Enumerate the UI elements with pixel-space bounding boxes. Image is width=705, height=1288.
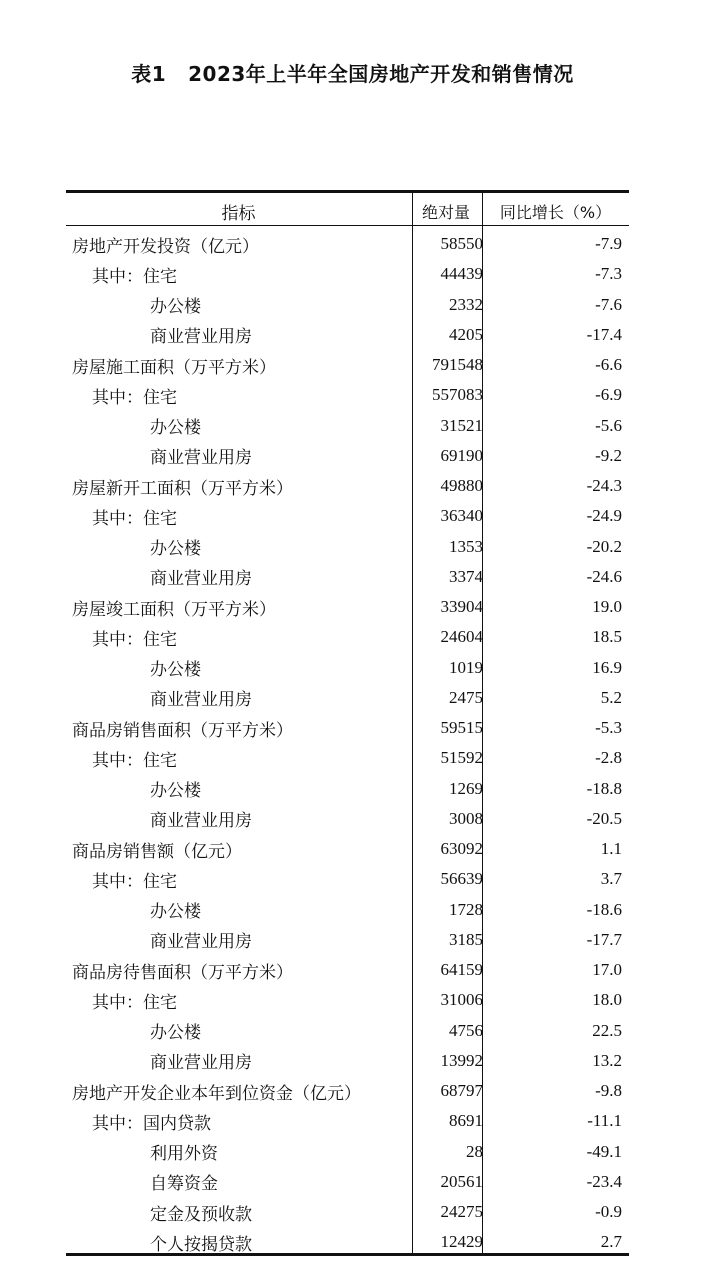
row-indicator <box>66 713 411 743</box>
absolute-value: 28 <box>466 1141 483 1161</box>
yoy-growth: -9.2 <box>595 445 622 465</box>
header-absolute: 绝对量 <box>421 202 470 222</box>
table-row <box>66 350 629 380</box>
indicator-label: 房屋施工面积（万平方米） <box>72 357 276 378</box>
indicator-label: 其中：国内贷款 <box>92 1113 211 1134</box>
yoy-growth: -17.7 <box>586 929 622 949</box>
absolute-value: 3008 <box>449 808 483 828</box>
table-number: 表1 <box>131 62 167 86</box>
indicator-label: 商品房待售面积（万平方米） <box>72 962 293 983</box>
yoy-growth: -24.6 <box>586 566 622 586</box>
yoy-growth: 3.7 <box>600 869 622 889</box>
absolute-value: 31006 <box>440 990 483 1010</box>
row-indicator <box>66 622 411 652</box>
yoy-growth: 1.1 <box>600 839 622 859</box>
indicator-label: 商业营业用房 <box>150 327 252 348</box>
indicator-label: 商品房销售额（亿元） <box>72 841 242 862</box>
row-indicator <box>66 1137 411 1167</box>
indicator-label: 办公楼 <box>150 902 201 923</box>
absolute-value: 59515 <box>440 718 483 738</box>
yoy-growth: -7.6 <box>595 294 622 314</box>
header-indicator: 指标 <box>221 203 256 224</box>
yoy-growth: -23.4 <box>586 1171 622 1191</box>
yoy-growth: -18.6 <box>586 899 622 919</box>
row-indicator <box>66 471 411 501</box>
absolute-value: 3374 <box>449 566 483 586</box>
indicator-label: 定金及预收款 <box>150 1204 252 1225</box>
table-row <box>66 985 629 1015</box>
row-indicator <box>66 259 411 289</box>
table-header-row <box>66 197 629 226</box>
absolute-value: 1728 <box>449 899 483 919</box>
yoy-growth: 18.5 <box>592 627 622 647</box>
yoy-growth: -24.9 <box>586 506 622 526</box>
absolute-value: 2332 <box>449 294 483 314</box>
yoy-growth: -5.3 <box>595 718 622 738</box>
yoy-growth: -5.6 <box>595 415 622 435</box>
row-indicator <box>66 743 411 773</box>
table-title <box>0 58 705 87</box>
yoy-growth: -49.1 <box>586 1141 622 1161</box>
indicator-label: 其中：住宅 <box>92 750 177 771</box>
absolute-value: 58550 <box>440 234 483 254</box>
yoy-growth: -18.8 <box>586 778 622 798</box>
table-row <box>66 683 629 713</box>
absolute-value: 51592 <box>440 748 483 768</box>
absolute-value: 63092 <box>440 839 483 859</box>
row-indicator <box>66 895 411 925</box>
absolute-value: 69190 <box>440 445 483 465</box>
absolute-value: 24604 <box>440 627 483 647</box>
absolute-value: 1353 <box>449 536 483 556</box>
yoy-growth: -20.5 <box>586 808 622 828</box>
row-indicator <box>66 774 411 804</box>
row-indicator <box>66 380 411 410</box>
indicator-label: 商业营业用房 <box>150 811 252 832</box>
table-row <box>66 955 629 985</box>
absolute-value: 36340 <box>440 506 483 526</box>
table-row <box>66 834 629 864</box>
table-row <box>66 229 629 259</box>
table-row <box>66 743 629 773</box>
row-indicator <box>66 653 411 683</box>
table-row <box>66 380 629 410</box>
absolute-value: 64159 <box>440 960 483 980</box>
row-indicator <box>66 532 411 562</box>
absolute-value: 12429 <box>440 1232 483 1252</box>
row-indicator <box>66 804 411 834</box>
indicator-label: 利用外资 <box>150 1144 218 1165</box>
yoy-growth: -7.3 <box>595 264 622 284</box>
yoy-growth: -2.8 <box>595 748 622 768</box>
table-row <box>66 592 629 622</box>
yoy-growth: 17.0 <box>592 960 622 980</box>
table-row <box>66 441 629 471</box>
indicator-label: 自筹资金 <box>150 1174 218 1195</box>
absolute-value: 2475 <box>449 687 483 707</box>
row-indicator <box>66 562 411 592</box>
table-row <box>66 320 629 350</box>
row-indicator <box>66 834 411 864</box>
indicator-label: 商业营业用房 <box>150 932 252 953</box>
absolute-value: 791548 <box>432 355 483 375</box>
yoy-growth: 16.9 <box>592 657 622 677</box>
indicator-label: 个人按揭贷款 <box>150 1234 252 1255</box>
table-row <box>66 411 629 441</box>
table-row <box>66 471 629 501</box>
indicator-label: 房地产开发企业本年到位资金（亿元） <box>72 1083 361 1104</box>
yoy-growth: 13.2 <box>592 1050 622 1070</box>
table-row <box>66 1167 629 1197</box>
absolute-value: 3185 <box>449 929 483 949</box>
table-row <box>66 1106 629 1136</box>
indicator-label: 其中：住宅 <box>92 266 177 287</box>
indicator-label: 商业营业用房 <box>150 1053 252 1074</box>
absolute-value: 13992 <box>440 1050 483 1070</box>
absolute-value: 33904 <box>440 597 483 617</box>
row-indicator <box>66 350 411 380</box>
row-indicator <box>66 1227 411 1257</box>
indicator-label: 房地产开发投资（亿元） <box>72 236 259 257</box>
table-row <box>66 925 629 955</box>
row-indicator <box>66 501 411 531</box>
table-row <box>66 713 629 743</box>
row-indicator <box>66 320 411 350</box>
yoy-growth: -11.1 <box>587 1111 622 1131</box>
table-row <box>66 1076 629 1106</box>
table-row <box>66 622 629 652</box>
absolute-value: 1019 <box>449 657 483 677</box>
absolute-value: 49880 <box>440 476 483 496</box>
absolute-value: 24275 <box>440 1202 483 1222</box>
yoy-growth: -20.2 <box>586 536 622 556</box>
yoy-growth: 18.0 <box>592 990 622 1010</box>
table-row <box>66 774 629 804</box>
row-indicator <box>66 229 411 259</box>
indicator-label: 办公楼 <box>150 660 201 681</box>
yoy-growth: -6.6 <box>595 355 622 375</box>
table-row <box>66 653 629 683</box>
indicator-label: 办公楼 <box>150 1023 201 1044</box>
absolute-value: 4756 <box>449 1020 483 1040</box>
row-indicator <box>66 290 411 320</box>
table-row <box>66 562 629 592</box>
indicator-label: 其中：住宅 <box>92 629 177 650</box>
absolute-value: 8691 <box>449 1111 483 1131</box>
table-row <box>66 864 629 894</box>
absolute-value: 4205 <box>449 324 483 344</box>
absolute-value: 56639 <box>440 869 483 889</box>
indicator-label: 房屋新开工面积（万平方米） <box>72 478 293 499</box>
row-indicator <box>66 411 411 441</box>
row-indicator <box>66 955 411 985</box>
row-indicator <box>66 1046 411 1076</box>
table-row <box>66 1137 629 1167</box>
absolute-value: 44439 <box>440 264 483 284</box>
yoy-growth: 5.2 <box>600 687 622 707</box>
indicator-label: 其中：住宅 <box>92 508 177 529</box>
table-row <box>66 895 629 925</box>
yoy-growth: 2.7 <box>600 1232 622 1252</box>
yoy-growth: -24.3 <box>586 476 622 496</box>
indicator-label: 其中：住宅 <box>92 992 177 1013</box>
table-row <box>66 259 629 289</box>
indicator-label: 房屋竣工面积（万平方米） <box>72 599 276 620</box>
table-row <box>66 1046 629 1076</box>
absolute-value: 20561 <box>440 1171 483 1191</box>
absolute-value: 31521 <box>440 415 483 435</box>
row-indicator <box>66 1076 411 1106</box>
absolute-value: 1269 <box>449 778 483 798</box>
row-indicator <box>66 592 411 622</box>
row-indicator <box>66 683 411 713</box>
absolute-value: 557083 <box>432 385 483 405</box>
indicator-label: 商业营业用房 <box>150 448 252 469</box>
indicator-label: 商业营业用房 <box>150 690 252 711</box>
table-row <box>66 804 629 834</box>
row-indicator <box>66 1106 411 1136</box>
yoy-growth: 22.5 <box>592 1020 622 1040</box>
indicator-label: 其中：住宅 <box>92 387 177 408</box>
table-row <box>66 501 629 531</box>
indicator-label: 商业营业用房 <box>150 569 252 590</box>
row-indicator <box>66 441 411 471</box>
table-row <box>66 1197 629 1227</box>
table-row <box>66 290 629 320</box>
row-indicator <box>66 1016 411 1046</box>
indicator-label: 办公楼 <box>150 297 201 318</box>
row-indicator <box>66 985 411 1015</box>
data-table <box>66 190 629 1256</box>
indicator-label: 办公楼 <box>150 539 201 560</box>
row-indicator <box>66 864 411 894</box>
yoy-growth: -6.9 <box>595 385 622 405</box>
table-title-text: 2023年上半年全国房地产开发和销售情况 <box>188 62 574 86</box>
table-row <box>66 1227 629 1257</box>
table-row <box>66 532 629 562</box>
row-indicator <box>66 1167 411 1197</box>
row-indicator <box>66 925 411 955</box>
yoy-growth: -9.8 <box>595 1081 622 1101</box>
absolute-value: 68797 <box>440 1081 483 1101</box>
header-yoy: 同比增长（%） <box>499 202 612 222</box>
row-indicator <box>66 1197 411 1227</box>
yoy-growth: -17.4 <box>586 324 622 344</box>
table-row <box>66 1016 629 1046</box>
indicator-label: 办公楼 <box>150 418 201 439</box>
yoy-growth: -0.9 <box>595 1202 622 1222</box>
indicator-label: 办公楼 <box>150 781 201 802</box>
indicator-label: 其中：住宅 <box>92 871 177 892</box>
indicator-label: 商品房销售面积（万平方米） <box>72 720 293 741</box>
yoy-growth: -7.9 <box>595 234 622 254</box>
yoy-growth: 19.0 <box>592 597 622 617</box>
